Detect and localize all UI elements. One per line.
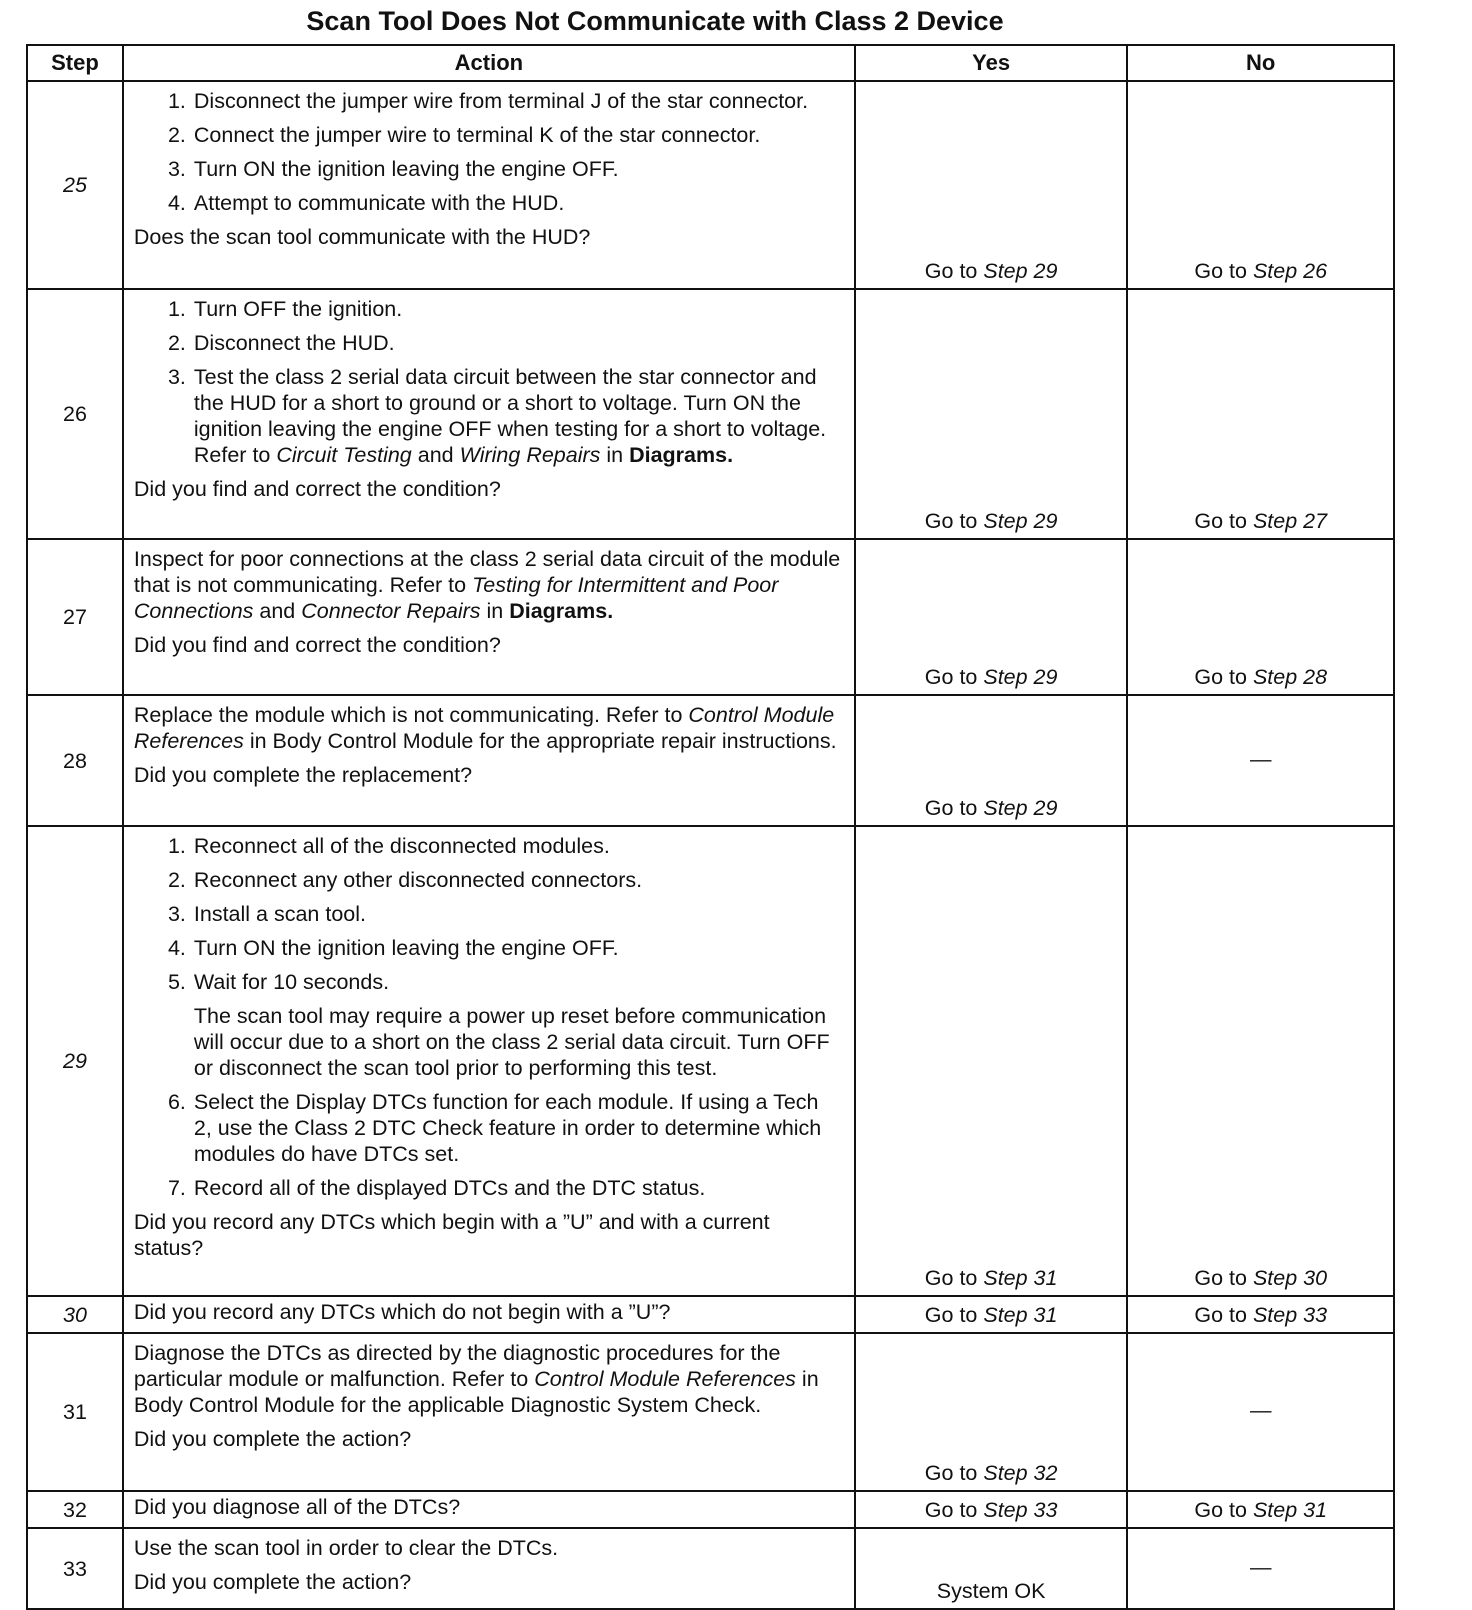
action-step-item	[134, 833, 844, 859]
yes-goto-step: Step 31	[983, 1266, 1058, 1290]
step-number: 29	[27, 826, 123, 1296]
header-step: Step	[27, 45, 123, 81]
yes-goto-step: Step 33	[983, 1498, 1058, 1522]
table-row	[27, 289, 1394, 539]
yes-cell	[855, 826, 1128, 1296]
yes-cell	[855, 289, 1128, 539]
action-step-item	[134, 901, 844, 927]
item-text	[194, 330, 844, 356]
action-step-item	[134, 1003, 844, 1081]
text-segment: Install a scan tool.	[193, 902, 366, 926]
action-step-item	[134, 190, 844, 216]
no-cell	[1127, 1528, 1394, 1609]
item-text	[194, 296, 844, 322]
reference-link-text: Control Module References	[534, 1367, 796, 1391]
item-number: 3.	[167, 157, 186, 181]
yes-cell	[855, 695, 1128, 826]
item-text	[194, 867, 844, 893]
yes-goto-step: Step 29	[983, 259, 1058, 283]
item-number: 1.	[167, 89, 186, 113]
yes-cell	[855, 1296, 1128, 1333]
no-goto-step: Step 28	[1252, 665, 1328, 689]
action-step-item	[134, 296, 844, 322]
step-number: 27	[27, 539, 123, 695]
action-step-item	[134, 330, 844, 356]
action-step-item	[134, 969, 844, 995]
yes-cell	[855, 1491, 1128, 1528]
no-action-dash: —	[1249, 746, 1272, 771]
no-goto-step: Step 26	[1252, 259, 1328, 283]
yes-result-text: Go to	[924, 259, 984, 283]
action-cell	[123, 289, 855, 539]
action-step-item	[134, 935, 844, 961]
diagnostic-table	[26, 44, 1395, 1610]
yes-cell	[855, 1528, 1128, 1609]
no-cell	[1127, 81, 1394, 289]
action-question: Did you complete the action?	[133, 1570, 412, 1594]
yes-goto-step: Step 29	[983, 665, 1058, 689]
table-row	[27, 81, 1394, 289]
step-number: 26	[27, 289, 123, 539]
no-result-text: Go to	[1194, 1498, 1253, 1522]
item-text	[194, 1089, 844, 1167]
action-cell	[123, 1296, 855, 1333]
yes-cell	[855, 81, 1128, 289]
no-cell	[1127, 289, 1394, 539]
table-row	[27, 539, 1394, 695]
item-number: 1.	[167, 834, 186, 858]
item-number	[134, 1003, 194, 1081]
action-cell	[123, 539, 855, 695]
item-number: 4.	[167, 936, 186, 960]
no-goto-step: Step 30	[1252, 1266, 1328, 1290]
yes-result-text: System OK	[936, 1579, 1046, 1603]
yes-goto-step: Step 29	[983, 796, 1058, 820]
yes-goto-step: Step 29	[983, 509, 1058, 533]
table-row	[27, 1491, 1394, 1528]
table-row	[27, 1333, 1394, 1491]
text-segment: Replace the module which is not communicating. Refer to	[133, 703, 689, 727]
no-action-dash: —	[1249, 1398, 1272, 1422]
yes-result-text: Go to	[924, 1303, 984, 1327]
item-text	[194, 969, 844, 995]
item-text	[194, 156, 844, 182]
action-paragraph	[134, 1340, 844, 1418]
text-segment: Attempt to communicate with the HUD.	[193, 191, 565, 215]
yes-result-text: Go to	[924, 665, 984, 689]
text-segment: Connect the jumper wire to terminal K of the star connector.	[193, 123, 761, 147]
step-number: 31	[27, 1333, 123, 1491]
text-segment: in	[480, 599, 510, 623]
item-text	[194, 1003, 844, 1081]
no-goto-step: Step 33	[1252, 1303, 1328, 1327]
text-segment: Disconnect the jumper wire from terminal J of the star connector.	[193, 89, 809, 113]
text-segment: and	[411, 443, 460, 467]
item-number: 5.	[167, 970, 186, 994]
table-row	[27, 1528, 1394, 1609]
no-cell	[1127, 695, 1394, 826]
item-text	[194, 833, 844, 859]
item-number: 2.	[167, 123, 186, 147]
item-text	[194, 88, 844, 114]
item-text	[194, 901, 844, 927]
yes-result-text: Go to	[924, 1498, 984, 1522]
reference-link-text: Control Module References	[133, 703, 835, 753]
action-question: Does the scan tool communicate with the HUD?	[133, 225, 591, 249]
item-number: 1.	[167, 297, 186, 321]
action-question: Did you diagnose all of the DTCs?	[133, 1495, 461, 1519]
yes-result-text: Go to	[924, 1461, 984, 1485]
action-step-item	[134, 1175, 844, 1201]
action-question: Did you record any DTCs which do not begin with a ”U”?	[133, 1300, 671, 1324]
text-segment: The scan tool may require a power up reset before communication will occur due to a short on the class 2 serial data circuit. Turn OFF or disconnect the scan tool prior to performing this test.	[193, 1004, 830, 1080]
text-segment: Turn ON the ignition leaving the engine OFF.	[193, 157, 619, 181]
item-text	[194, 1175, 844, 1201]
header-action: Action	[123, 45, 855, 81]
page-title: Scan Tool Does Not Communicate with Class 2 Device	[306, 6, 1004, 36]
action-cell	[123, 1528, 855, 1609]
table-row	[27, 826, 1394, 1296]
action-question: Did you complete the replacement?	[133, 763, 473, 787]
item-text	[194, 364, 844, 468]
reference-link-text: Wiring Repairs	[459, 443, 601, 467]
table-row	[27, 695, 1394, 826]
no-cell	[1127, 1333, 1394, 1491]
text-segment: Record all of the displayed DTCs and the DTC status.	[193, 1176, 706, 1200]
text-segment: Reconnect any other disconnected connectors.	[193, 868, 643, 892]
header-no: No	[1127, 45, 1394, 81]
yes-cell	[855, 539, 1128, 695]
action-step-item	[134, 867, 844, 893]
no-cell	[1127, 1491, 1394, 1528]
action-paragraph	[134, 546, 844, 624]
text-segment: Inspect for poor connections at the class 2 serial data circuit of the module that is not communicating. Refer to	[133, 547, 841, 597]
yes-goto-step: Step 32	[983, 1461, 1058, 1485]
no-goto-step: Step 27	[1252, 509, 1328, 533]
action-cell	[123, 1333, 855, 1491]
no-cell	[1127, 539, 1394, 695]
section-reference: Diagrams.	[509, 599, 614, 623]
text-segment: Test the class 2 serial data circuit between the star connector and the HUD for a short to ground or a short to voltage. Turn ON the ignition leaving the engine OFF when testing for a short to voltage. Refer to	[193, 365, 827, 467]
step-number: 33	[27, 1528, 123, 1609]
text-segment: Wait for 10 seconds.	[193, 970, 390, 994]
action-step-item	[134, 364, 844, 468]
header-yes: Yes	[855, 45, 1128, 81]
action-cell	[123, 1491, 855, 1528]
action-cell	[123, 81, 855, 289]
action-cell	[123, 826, 855, 1296]
action-question: Did you find and correct the condition?	[133, 477, 501, 501]
item-number: 7.	[167, 1176, 186, 1200]
item-number: 4.	[167, 191, 186, 215]
action-paragraph	[134, 702, 844, 754]
yes-goto-step: Step 31	[983, 1303, 1058, 1327]
no-result-text: Go to	[1194, 665, 1253, 689]
item-text	[194, 935, 844, 961]
text-segment: Select the Display DTCs function for each module. If using a Tech 2, use the Class 2 DTC Check feature in order to determine which modules do have DTCs set.	[193, 1090, 822, 1166]
yes-result-text: Go to	[924, 509, 984, 533]
step-number: 25	[27, 81, 123, 289]
text-segment: Turn ON the ignition leaving the engine OFF.	[193, 936, 619, 960]
reference-link-text: Connector Repairs	[301, 599, 481, 623]
action-question: Did you find and correct the condition?	[133, 633, 501, 657]
text-segment: in Body Control Module for the appropriate repair instructions.	[243, 729, 837, 753]
item-text	[194, 190, 844, 216]
no-goto-step: Step 31	[1252, 1498, 1328, 1522]
no-cell	[1127, 1296, 1394, 1333]
text-segment: Use the scan tool in order to clear the DTCs.	[133, 1536, 559, 1560]
no-result-text: Go to	[1194, 1266, 1253, 1290]
action-question: Did you record any DTCs which begin with a ”U” and with a current status?	[133, 1210, 770, 1260]
step-number: 30	[27, 1296, 123, 1333]
text-segment: in Body Control Module for the applicable Diagnostic System Check.	[133, 1367, 819, 1417]
yes-result-text: Go to	[924, 1266, 984, 1290]
action-step-item	[134, 156, 844, 182]
item-number: 3.	[167, 365, 186, 389]
reference-link-text: Circuit Testing	[276, 443, 412, 467]
item-number: 2.	[167, 868, 186, 892]
reference-link-text: Testing for Intermittent and Poor Connections	[133, 573, 779, 623]
table-row	[27, 1296, 1394, 1333]
no-result-text: Go to	[1194, 1303, 1253, 1327]
item-number: 3.	[167, 902, 186, 926]
text-segment: Diagnose the DTCs as directed by the diagnostic procedures for the particular module or malfunction. Refer to	[133, 1341, 781, 1391]
text-segment: and	[253, 599, 302, 623]
action-paragraph	[134, 1535, 844, 1561]
table-header-row	[27, 45, 1394, 81]
action-question: Did you complete the action?	[133, 1427, 412, 1451]
no-result-text: Go to	[1194, 509, 1253, 533]
action-step-item	[134, 88, 844, 114]
item-text	[194, 122, 844, 148]
item-number: 6.	[167, 1090, 186, 1114]
text-segment: Disconnect the HUD.	[193, 331, 395, 355]
text-segment: Turn OFF the ignition.	[193, 297, 403, 321]
no-action-dash: —	[1249, 1554, 1272, 1579]
no-result-text: Go to	[1194, 259, 1253, 283]
action-cell	[123, 695, 855, 826]
yes-result-text: Go to	[924, 796, 984, 820]
step-number: 32	[27, 1491, 123, 1528]
item-number: 2.	[167, 331, 186, 355]
no-cell	[1127, 826, 1394, 1296]
action-step-item	[134, 1089, 844, 1167]
text-segment: in	[600, 443, 630, 467]
section-reference: Diagrams.	[629, 443, 734, 467]
step-number: 28	[27, 695, 123, 826]
action-step-item	[134, 122, 844, 148]
text-segment: Reconnect all of the disconnected modules.	[193, 834, 610, 858]
yes-cell	[855, 1333, 1128, 1491]
